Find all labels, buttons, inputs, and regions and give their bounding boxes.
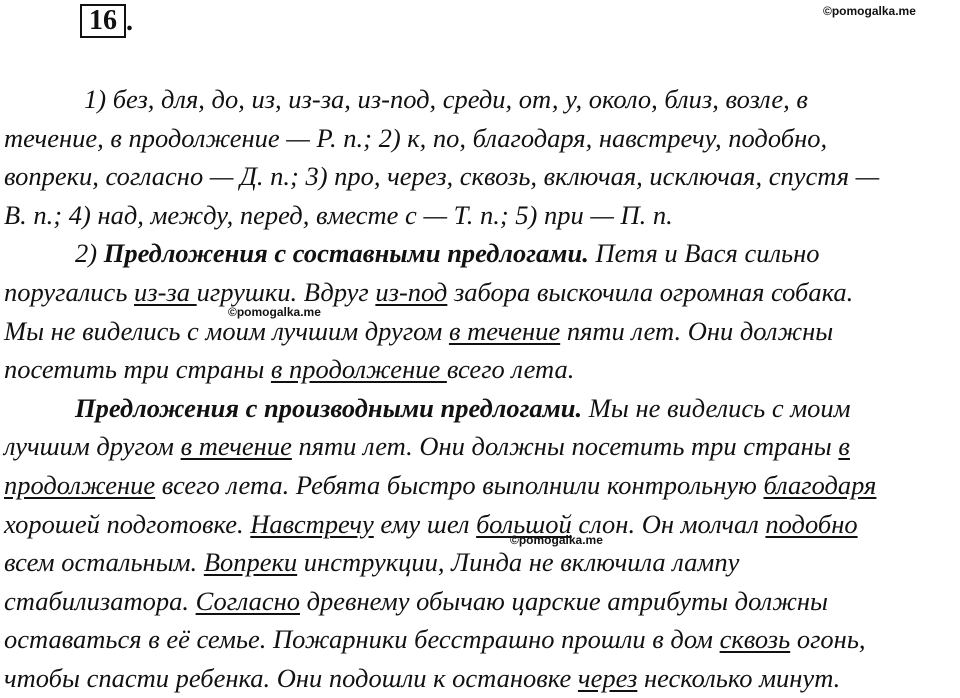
underlined-preposition: Вопреки: [203, 547, 298, 578]
text-segment: стабилизатора.: [4, 585, 196, 616]
text-segment: чтобы спасти ребенка. Они подошли к остановке: [4, 662, 578, 693]
text-line: [4, 196, 954, 235]
text-line: [4, 119, 954, 158]
underlined-preposition: из-под: [375, 276, 448, 307]
underlined-preposition: продолжение: [4, 469, 156, 500]
underlined-preposition: Навстречу: [250, 508, 374, 539]
text-segment: вопреки, согласно — Д. п.; 3) про, через, сквозь, включая, исключая, спустя —: [4, 161, 880, 192]
text-segment: Петя и Вася сильно: [588, 238, 820, 269]
text-line: [4, 312, 954, 351]
text-segment: хорошей подготовке.: [4, 508, 251, 539]
text-segment: всем остальным.: [4, 547, 204, 578]
underlined-preposition: из-за: [134, 276, 197, 307]
text-segment: посетить три страны: [4, 354, 271, 385]
watermark-middle: ©pomogalka.me: [228, 305, 321, 319]
text-line: [4, 427, 954, 466]
text-line: [4, 157, 954, 196]
text-line: [4, 234, 954, 273]
text-segment: Мы не виделись с моим лучшим другом: [4, 315, 449, 346]
underlined-preposition: подобно: [765, 508, 858, 539]
watermark-top: ©pomogalka.me: [823, 4, 916, 18]
bold-heading: Предложения с составными предлогами.: [103, 238, 589, 269]
underlined-preposition: благодаря: [763, 469, 877, 500]
exercise-text: [4, 80, 954, 698]
text-segment: всего лета.: [446, 354, 575, 385]
text-segment: ему шел: [373, 508, 477, 539]
bold-heading: Предложения с производными предлогами.: [75, 392, 583, 423]
underlined-preposition: Согласно: [195, 585, 300, 616]
text-segment: пяти лет. Они должны посетить три страны: [291, 431, 839, 462]
underlined-preposition: через: [577, 662, 638, 693]
text-segment: В. п.; 4) над, между, перед, вместе с — Т. п.; 5) при — П. п.: [4, 199, 673, 230]
text-segment: 2): [75, 238, 104, 269]
text-segment: 1) без, для, до, из, из-за, из-под, среди, от, у, около, близ, возле, в: [84, 84, 808, 114]
exercise-number: 16: [80, 4, 126, 38]
text-line: [4, 543, 954, 582]
exercise-number-dot: .: [126, 6, 133, 37]
underlined-preposition: в течение: [180, 431, 292, 462]
text-line: [4, 80, 954, 119]
underlined-preposition: в продолжение: [270, 354, 447, 385]
text-line: [4, 659, 954, 698]
text-segment: древнему обычаю царские атрибуты должны: [299, 585, 828, 616]
underlined-preposition: в: [838, 431, 850, 462]
text-segment: инструкции, Линда не включила лампу: [297, 547, 740, 578]
text-segment: всего лета. Ребята быстро выполнили контрольную: [155, 469, 764, 500]
text-segment: пяти лет. Они должны: [560, 315, 834, 346]
text-segment: лучшим другом: [4, 431, 181, 462]
text-segment: Мы не виделись с моим: [582, 392, 851, 423]
underlined-preposition: большой: [476, 508, 572, 539]
text-line: [4, 582, 954, 621]
underlined-preposition: в течение: [448, 315, 561, 346]
underlined-preposition: сквозь: [719, 624, 791, 655]
text-line: [4, 273, 954, 312]
text-segment: несколько минут.: [637, 662, 841, 693]
text-line: [4, 389, 954, 428]
text-line: [4, 505, 954, 544]
text-line: [4, 466, 954, 505]
text-line: [4, 620, 954, 659]
text-segment: огонь,: [790, 624, 866, 655]
text-segment: поругались: [4, 276, 135, 307]
text-segment: слон. Он молчал: [571, 508, 766, 539]
text-segment: оставаться в её семье. Пожарники бесстрашно прошли в дом: [4, 624, 720, 655]
text-segment: игрушки. Вдруг: [196, 276, 376, 307]
text-segment: течение, в продолжение — Р. п.; 2) к, по, благодаря, навстречу, подобно,: [4, 122, 828, 153]
watermark-bottom: ©pomogalka.me: [510, 533, 603, 547]
text-line: [4, 350, 954, 389]
text-segment: забора выскочила огромная собака.: [447, 276, 854, 307]
